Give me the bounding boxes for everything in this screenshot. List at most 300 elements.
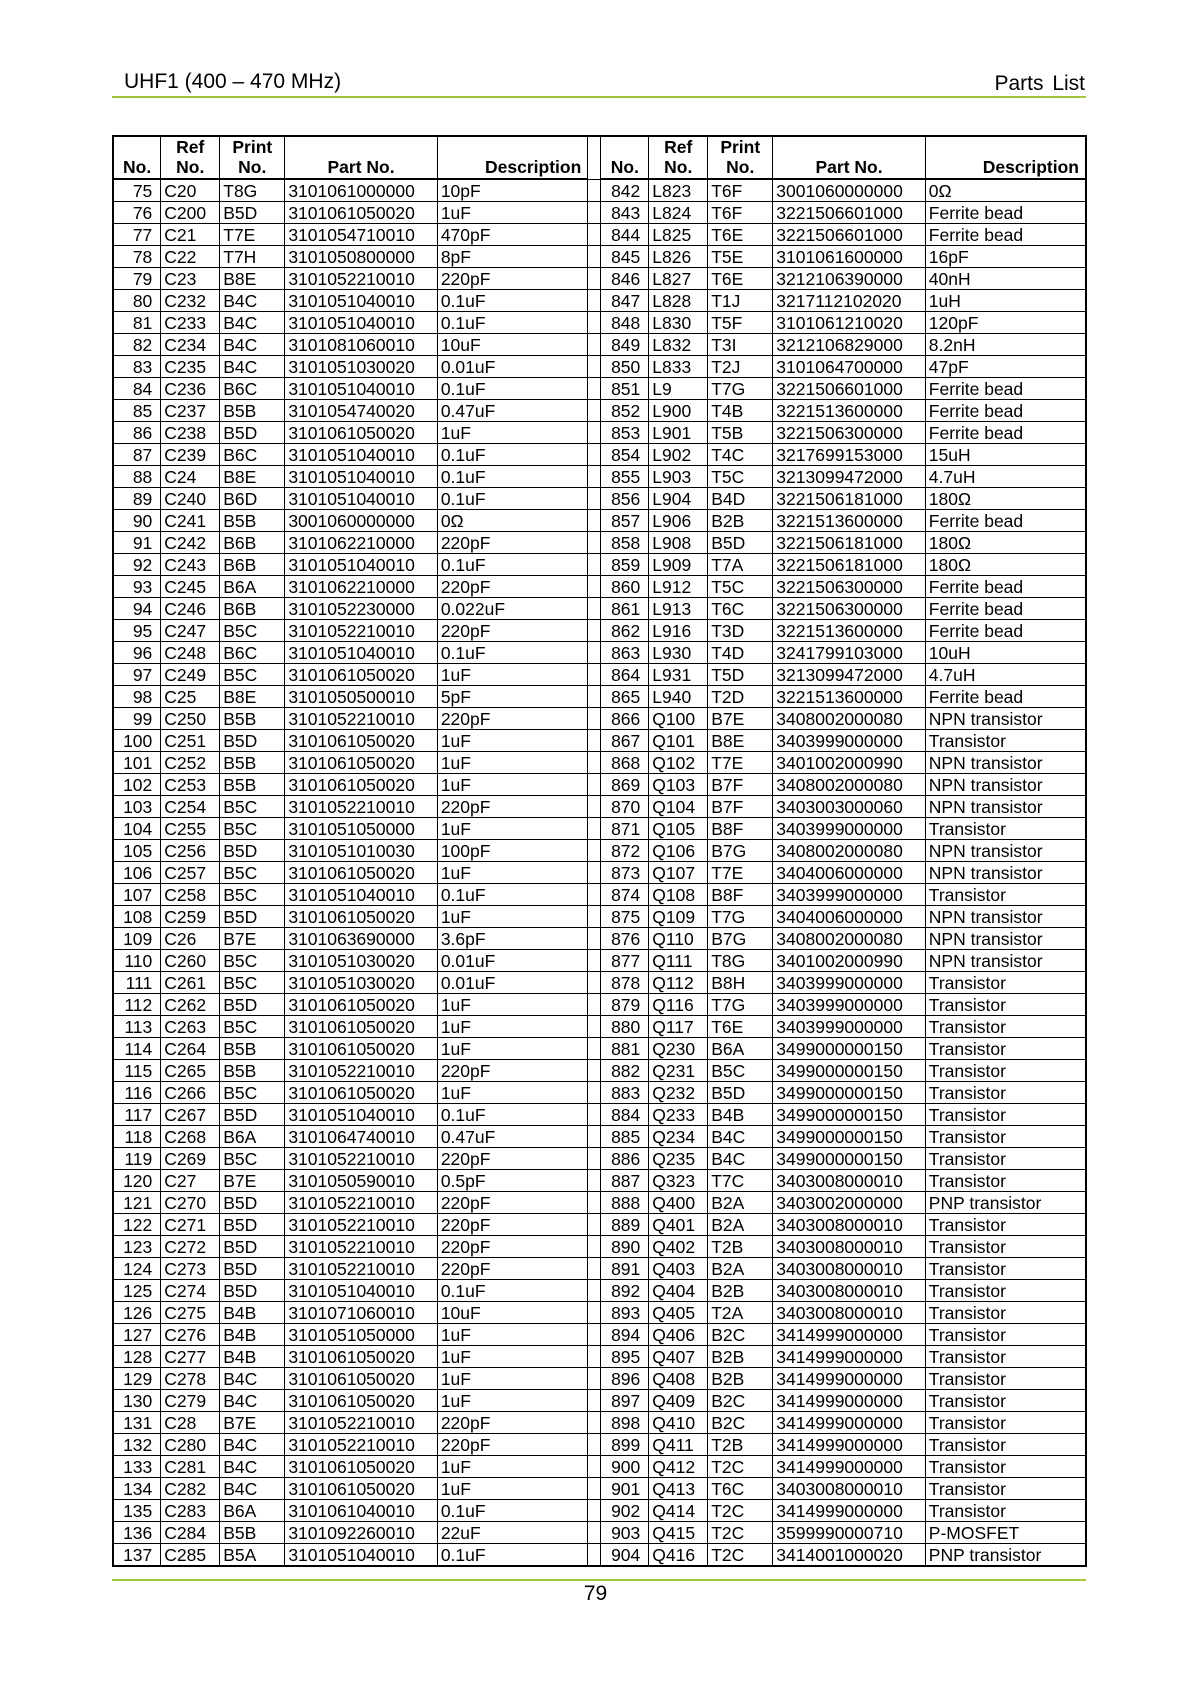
left-ref-no-cell: C261 [161,972,220,994]
left-description-cell: 0.1uF [437,1104,587,1126]
left-part-no-cell: 3101051040010 [285,884,438,906]
right-print-no-cell: T5E [708,246,773,268]
right-print-no-cell: T7E [708,752,773,774]
right-print-no-cell: T2B [708,1236,773,1258]
left-print-no-cell: B5C [220,620,285,642]
left-description-cell: 8pF [437,246,587,268]
column-gap [588,179,601,202]
left-ref-no-cell: C252 [161,752,220,774]
right-ref-no-cell: Q103 [649,774,708,796]
right-item-no-cell: 852 [601,400,649,422]
left-description-cell: 1uF [437,752,587,774]
left-print-no-cell: B5D [220,1236,285,1258]
right-description-cell: Ferrite bead [925,510,1086,532]
right-item-no-cell: 894 [601,1324,649,1346]
left-description-cell: 1uF [437,730,587,752]
right-ref-no-cell: L916 [649,620,708,642]
left-part-no-cell: 3101061050020 [285,1016,438,1038]
table-row [113,179,1086,202]
table-row [113,378,1086,400]
right-description-cell: NPN transistor [925,752,1086,774]
right-ref-no-cell: L908 [649,532,708,554]
right-ref-no-cell: L900 [649,400,708,422]
right-part-no-cell: 3217112102020 [773,290,926,312]
left-part-no-cell: 3101051030020 [285,950,438,972]
left-description-cell: 220pF [437,1060,587,1082]
right-ref-no-cell: Q404 [649,1280,708,1302]
right-ref-no-cell: Q408 [649,1368,708,1390]
right-description-cell: Transistor [925,1324,1086,1346]
left-ref-no-cell: C21 [161,224,220,246]
table-row [113,686,1086,708]
right-print-no-cell: B8E [708,730,773,752]
left-ref-no-cell: C247 [161,620,220,642]
right-part-no-cell: 3403008000010 [773,1170,926,1192]
left-part-no-cell: 3101061050020 [285,906,438,928]
left-description-cell: 0.1uF [437,378,587,400]
right-ref-no-cell: L906 [649,510,708,532]
right-part-no-cell: 3404006000000 [773,906,926,928]
right-part-no-cell: 3499000000150 [773,1038,926,1060]
right-item-no-cell: 858 [601,532,649,554]
right-print-no-cell: T6E [708,224,773,246]
right-description-cell: PNP transistor [925,1192,1086,1214]
column-gap [588,1060,601,1082]
right-description-cell: Transistor [925,1478,1086,1500]
table-row [113,246,1086,268]
right-part-no-cell: 3403003000060 [773,796,926,818]
column-gap [588,994,601,1016]
right-ref-no-cell: Q403 [649,1258,708,1280]
table-row [113,1082,1086,1104]
right-part-no-cell: 3403008000010 [773,1280,926,1302]
table-row [113,334,1086,356]
right-item-no-cell: 903 [601,1522,649,1544]
right-description-cell: 0Ω [925,179,1086,202]
table-row [113,1412,1086,1434]
table-row [113,532,1086,554]
right-item-no-cell: 847 [601,290,649,312]
left-part-no-cell: 3101062210000 [285,576,438,598]
right-ref-no-cell: Q116 [649,994,708,1016]
left-ref-no-cell: C26 [161,928,220,950]
right-description-cell: Ferrite bead [925,378,1086,400]
left-print-no-cell: B5D [220,1258,285,1280]
left-item-no-cell: 108 [113,906,161,928]
right-description-cell: 15uH [925,444,1086,466]
left-ref-no-cell: C268 [161,1126,220,1148]
left-print-no-cell: B5B [220,1060,285,1082]
left-part-no-cell: 3101061050020 [285,664,438,686]
left-print-no-cell: B7E [220,1412,285,1434]
left-ref-no-cell: C245 [161,576,220,598]
right-print-no-cell: B8F [708,884,773,906]
right-print-no-cell: B2A [708,1258,773,1280]
column-gap [588,1368,601,1390]
right-print-no-cell: T4B [708,400,773,422]
table-row [113,1346,1086,1368]
right-print-no-cell: T2B [708,1434,773,1456]
table-row [113,708,1086,730]
left-ref-no-cell: C236 [161,378,220,400]
left-description-cell: 1uF [437,1016,587,1038]
left-print-no-cell: B6C [220,378,285,400]
left-item-no-cell: 76 [113,202,161,224]
right-description-cell: Transistor [925,1104,1086,1126]
right-description-cell: 8.2nH [925,334,1086,356]
right-description-cell: Transistor [925,1060,1086,1082]
left-print-no-cell: B6B [220,532,285,554]
col-header-part-no: Part No. [773,136,926,179]
right-print-no-cell: B5C [708,1060,773,1082]
right-part-no-cell: 3212106829000 [773,334,926,356]
column-gap [588,246,601,268]
column-gap [588,1082,601,1104]
table-row [113,950,1086,972]
col-header-description: Description [437,136,587,179]
right-item-no-cell: 869 [601,774,649,796]
right-print-no-cell: B7E [708,708,773,730]
right-description-cell: 180Ω [925,554,1086,576]
right-item-no-cell: 884 [601,1104,649,1126]
left-item-no-cell: 109 [113,928,161,950]
right-ref-no-cell: Q406 [649,1324,708,1346]
right-print-no-cell: T8G [708,950,773,972]
left-ref-no-cell: C235 [161,356,220,378]
right-part-no-cell: 3101061210020 [773,312,926,334]
right-ref-no-cell: Q112 [649,972,708,994]
table-row [113,1456,1086,1478]
left-item-no-cell: 94 [113,598,161,620]
left-description-cell: 1uF [437,862,587,884]
left-ref-no-cell: C238 [161,422,220,444]
left-part-no-cell: 3101081060010 [285,334,438,356]
column-gap [588,642,601,664]
right-part-no-cell: 3414999000000 [773,1324,926,1346]
table-row [113,884,1086,906]
left-item-no-cell: 110 [113,950,161,972]
right-description-cell: 4.7uH [925,664,1086,686]
left-part-no-cell: 3101052210010 [285,1236,438,1258]
table-row [113,840,1086,862]
right-part-no-cell: 3414999000000 [773,1390,926,1412]
left-print-no-cell: B5C [220,950,285,972]
right-print-no-cell: B8F [708,818,773,840]
right-item-no-cell: 899 [601,1434,649,1456]
left-part-no-cell: 3101052210010 [285,1434,438,1456]
right-part-no-cell: 3403999000000 [773,884,926,906]
right-print-no-cell: B5D [708,532,773,554]
left-item-no-cell: 135 [113,1500,161,1522]
left-print-no-cell: B6C [220,642,285,664]
right-print-no-cell: B7G [708,840,773,862]
right-item-no-cell: 891 [601,1258,649,1280]
right-ref-no-cell: Q231 [649,1060,708,1082]
right-ref-no-cell: Q104 [649,796,708,818]
table-row [113,1302,1086,1324]
left-print-no-cell: B4C [220,290,285,312]
left-print-no-cell: B5C [220,796,285,818]
left-item-no-cell: 137 [113,1544,161,1567]
table-row [113,664,1086,686]
right-part-no-cell: 3212106390000 [773,268,926,290]
right-part-no-cell: 3221506300000 [773,598,926,620]
left-item-no-cell: 134 [113,1478,161,1500]
right-item-no-cell: 889 [601,1214,649,1236]
right-print-no-cell: T6E [708,268,773,290]
right-ref-no-cell: L904 [649,488,708,510]
right-item-no-cell: 849 [601,334,649,356]
left-item-no-cell: 131 [113,1412,161,1434]
column-gap [588,1214,601,1236]
table-row [113,1104,1086,1126]
right-part-no-cell: 3408002000080 [773,840,926,862]
column-gap [588,972,601,994]
right-item-no-cell: 875 [601,906,649,928]
left-description-cell: 220pF [437,1434,587,1456]
column-gap [588,752,601,774]
right-ref-no-cell: L930 [649,642,708,664]
left-description-cell: 0.1uF [437,466,587,488]
left-ref-no-cell: C24 [161,466,220,488]
left-part-no-cell: 3101052210010 [285,1148,438,1170]
col-header-no: No. [601,136,649,179]
right-print-no-cell: B2B [708,1280,773,1302]
left-item-no-cell: 104 [113,818,161,840]
left-item-no-cell: 128 [113,1346,161,1368]
table-row [113,1368,1086,1390]
left-print-no-cell: B6A [220,1500,285,1522]
left-item-no-cell: 130 [113,1390,161,1412]
left-item-no-cell: 103 [113,796,161,818]
left-ref-no-cell: C284 [161,1522,220,1544]
right-print-no-cell: T5F [708,312,773,334]
right-item-no-cell: 853 [601,422,649,444]
col-header-print-no: Print No. [220,136,285,179]
right-ref-no-cell: Q110 [649,928,708,950]
left-part-no-cell: 3101051030020 [285,356,438,378]
left-item-no-cell: 95 [113,620,161,642]
left-ref-no-cell: C256 [161,840,220,862]
left-ref-no-cell: C266 [161,1082,220,1104]
right-part-no-cell: 3221506601000 [773,202,926,224]
left-part-no-cell: 3101061050020 [285,994,438,1016]
right-part-no-cell: 3101064700000 [773,356,926,378]
right-print-no-cell: B2B [708,510,773,532]
left-item-no-cell: 116 [113,1082,161,1104]
right-ref-no-cell: Q411 [649,1434,708,1456]
right-ref-no-cell: Q101 [649,730,708,752]
left-print-no-cell: T7E [220,224,285,246]
right-part-no-cell: 3221513600000 [773,400,926,422]
column-gap [588,202,601,224]
left-print-no-cell: B4C [220,356,285,378]
left-print-no-cell: B4B [220,1302,285,1324]
right-description-cell: NPN transistor [925,708,1086,730]
left-ref-no-cell: C278 [161,1368,220,1390]
table-header-row [113,136,1086,179]
left-part-no-cell: 3101052210010 [285,1192,438,1214]
right-print-no-cell: B2C [708,1390,773,1412]
right-description-cell: Ferrite bead [925,620,1086,642]
right-part-no-cell: 3221506181000 [773,554,926,576]
table-row [113,818,1086,840]
right-description-cell: Transistor [925,730,1086,752]
table-row [113,1522,1086,1544]
right-item-no-cell: 855 [601,466,649,488]
left-print-no-cell: B4C [220,1456,285,1478]
right-description-cell: Ferrite bead [925,686,1086,708]
table-row [113,1192,1086,1214]
left-ref-no-cell: C243 [161,554,220,576]
left-part-no-cell: 3101052210010 [285,1258,438,1280]
left-description-cell: 10uF [437,334,587,356]
table-row [113,1390,1086,1412]
left-ref-no-cell: C276 [161,1324,220,1346]
table-row [113,1280,1086,1302]
right-part-no-cell: 3101061600000 [773,246,926,268]
column-gap [588,686,601,708]
right-part-no-cell: 3221513600000 [773,686,926,708]
left-ref-no-cell: C251 [161,730,220,752]
left-part-no-cell: 3101050590010 [285,1170,438,1192]
table-row [113,620,1086,642]
left-ref-no-cell: C271 [161,1214,220,1236]
right-item-no-cell: 859 [601,554,649,576]
left-part-no-cell: 3101051030020 [285,972,438,994]
right-print-no-cell: B6A [708,1038,773,1060]
right-item-no-cell: 879 [601,994,649,1016]
right-item-no-cell: 862 [601,620,649,642]
right-part-no-cell: 3001060000000 [773,179,926,202]
right-item-no-cell: 874 [601,884,649,906]
right-part-no-cell: 3213099472000 [773,466,926,488]
left-description-cell: 1uF [437,664,587,686]
right-ref-no-cell: Q400 [649,1192,708,1214]
left-item-no-cell: 119 [113,1148,161,1170]
left-print-no-cell: B6D [220,488,285,510]
table-row [113,642,1086,664]
left-ref-no-cell: C20 [161,179,220,202]
right-ref-no-cell: Q100 [649,708,708,730]
table-row [113,796,1086,818]
left-item-no-cell: 90 [113,510,161,532]
left-item-no-cell: 100 [113,730,161,752]
right-print-no-cell: T5C [708,576,773,598]
right-print-no-cell: T2J [708,356,773,378]
left-item-no-cell: 89 [113,488,161,510]
right-item-no-cell: 895 [601,1346,649,1368]
column-gap [588,1016,601,1038]
left-item-no-cell: 82 [113,334,161,356]
left-print-no-cell: B5C [220,1082,285,1104]
column-gap [588,730,601,752]
left-ref-no-cell: C285 [161,1544,220,1567]
left-ref-no-cell: C262 [161,994,220,1016]
left-print-no-cell: B4B [220,1324,285,1346]
column-gap [588,1302,601,1324]
right-description-cell: 180Ω [925,532,1086,554]
right-description-cell: 47pF [925,356,1086,378]
left-item-no-cell: 123 [113,1236,161,1258]
column-gap [588,796,601,818]
left-print-no-cell: B5C [220,1016,285,1038]
right-print-no-cell: T5D [708,664,773,686]
left-part-no-cell: 3101061050020 [285,1346,438,1368]
right-item-no-cell: 871 [601,818,649,840]
table-row [113,730,1086,752]
left-description-cell: 5pF [437,686,587,708]
left-ref-no-cell: C200 [161,202,220,224]
right-item-no-cell: 843 [601,202,649,224]
right-description-cell: 40nH [925,268,1086,290]
left-ref-no-cell: C281 [161,1456,220,1478]
table-row [113,972,1086,994]
right-part-no-cell: 3499000000150 [773,1126,926,1148]
left-ref-no-cell: C255 [161,818,220,840]
right-print-no-cell: B4C [708,1126,773,1148]
right-print-no-cell: T7A [708,554,773,576]
right-ref-no-cell: L901 [649,422,708,444]
column-gap [588,1478,601,1500]
left-description-cell: 220pF [437,268,587,290]
left-ref-no-cell: C246 [161,598,220,620]
column-gap [588,1390,601,1412]
column-gap [588,708,601,730]
table-row [113,202,1086,224]
left-print-no-cell: T7H [220,246,285,268]
left-item-no-cell: 83 [113,356,161,378]
table-row [113,862,1086,884]
left-ref-no-cell: C257 [161,862,220,884]
left-item-no-cell: 78 [113,246,161,268]
column-gap [588,862,601,884]
right-ref-no-cell: Q235 [649,1148,708,1170]
right-description-cell: NPN transistor [925,840,1086,862]
left-item-no-cell: 86 [113,422,161,444]
right-ref-no-cell: L825 [649,224,708,246]
left-description-cell: 10uF [437,1302,587,1324]
right-ref-no-cell: Q413 [649,1478,708,1500]
left-part-no-cell: 3101061050020 [285,1038,438,1060]
parts-table [112,135,1087,1567]
left-print-no-cell: B5D [220,730,285,752]
right-ref-no-cell: Q106 [649,840,708,862]
right-ref-no-cell: L940 [649,686,708,708]
right-ref-no-cell: L912 [649,576,708,598]
right-description-cell: Transistor [925,1236,1086,1258]
column-gap [588,422,601,444]
right-description-cell: NPN transistor [925,928,1086,950]
left-item-no-cell: 107 [113,884,161,906]
right-item-no-cell: 898 [601,1412,649,1434]
right-description-cell: NPN transistor [925,796,1086,818]
right-item-no-cell: 890 [601,1236,649,1258]
right-description-cell: Transistor [925,1126,1086,1148]
left-description-cell: 220pF [437,1412,587,1434]
right-ref-no-cell: L902 [649,444,708,466]
right-part-no-cell: 3221506181000 [773,532,926,554]
column-gap [588,1126,601,1148]
left-description-cell: 0.47uF [437,1126,587,1148]
right-ref-no-cell: Q401 [649,1214,708,1236]
right-part-no-cell: 3408002000080 [773,708,926,730]
right-part-no-cell: 3221506181000 [773,488,926,510]
right-part-no-cell: 3414999000000 [773,1500,926,1522]
right-part-no-cell: 3401002000990 [773,752,926,774]
right-description-cell: Transistor [925,1412,1086,1434]
right-description-cell: Ferrite bead [925,598,1086,620]
